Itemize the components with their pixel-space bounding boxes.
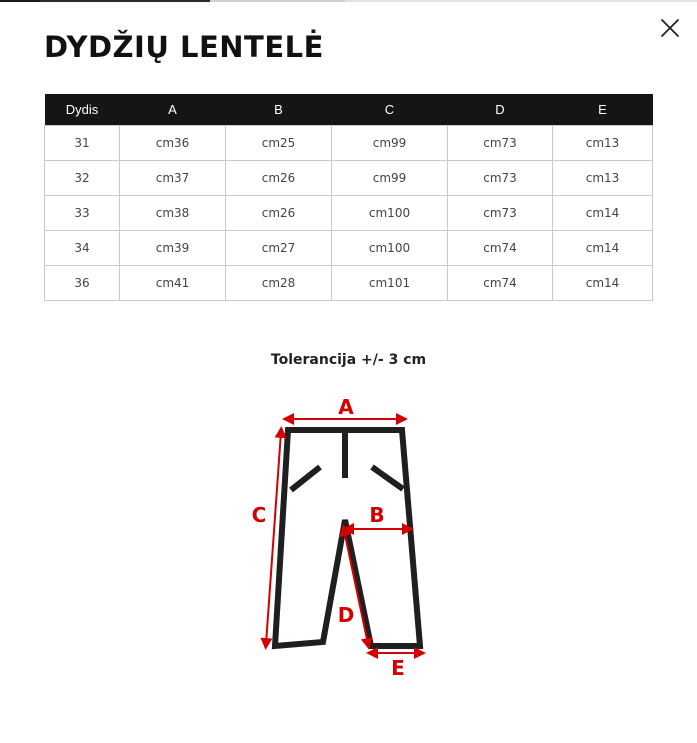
header-b: B <box>226 94 332 126</box>
dimension-label-b: B <box>369 503 385 527</box>
table-cell: cm14 <box>553 266 653 301</box>
page-title: DYDŽIŲ LENTELĖ <box>44 30 324 64</box>
table-cell: cm14 <box>553 196 653 231</box>
table-cell: cm28 <box>226 266 332 301</box>
table-cell: cm39 <box>120 231 226 266</box>
table-cell: cm101 <box>332 266 448 301</box>
right-pocket-seam <box>372 467 403 489</box>
table-cell: cm26 <box>226 196 332 231</box>
table-cell: cm27 <box>226 231 332 266</box>
table-cell: cm100 <box>332 196 448 231</box>
table-cell: 34 <box>45 231 120 266</box>
table-cell: cm38 <box>120 196 226 231</box>
table-cell: cm36 <box>120 126 226 161</box>
table-cell: cm13 <box>553 126 653 161</box>
table-cell: 32 <box>45 161 120 196</box>
table-cell: cm74 <box>448 231 553 266</box>
dimension-label-d: D <box>337 603 355 627</box>
table-cell: cm14 <box>553 231 653 266</box>
table-cell: cm100 <box>332 231 448 266</box>
table-cell: cm41 <box>120 266 226 301</box>
tolerance-note: Tolerancija +/- 3 cm <box>270 352 427 368</box>
table-cell: cm73 <box>448 126 553 161</box>
table-cell: 33 <box>45 196 120 231</box>
header-size: Dydis <box>45 94 120 126</box>
dimension-label-c: C <box>251 503 267 527</box>
table-cell: cm73 <box>448 161 553 196</box>
table-cell: cm74 <box>448 266 553 301</box>
table-cell: cm13 <box>553 161 653 196</box>
table-cell: cm26 <box>226 161 332 196</box>
header-d: D <box>448 94 553 126</box>
dimension-label-e: E <box>391 656 405 680</box>
table-cell: cm99 <box>332 126 448 161</box>
left-pocket-seam <box>291 467 320 490</box>
dimension-label-a: A <box>338 395 354 419</box>
table-cell: cm73 <box>448 196 553 231</box>
header-c: C <box>332 94 448 126</box>
header-e: E <box>553 94 653 126</box>
table-cell: cm37 <box>120 161 226 196</box>
table-cell: cm25 <box>226 126 332 161</box>
table-cell: 31 <box>45 126 120 161</box>
table-cell: 36 <box>45 266 120 301</box>
table-cell: cm99 <box>332 161 448 196</box>
header-a: A <box>120 94 226 126</box>
